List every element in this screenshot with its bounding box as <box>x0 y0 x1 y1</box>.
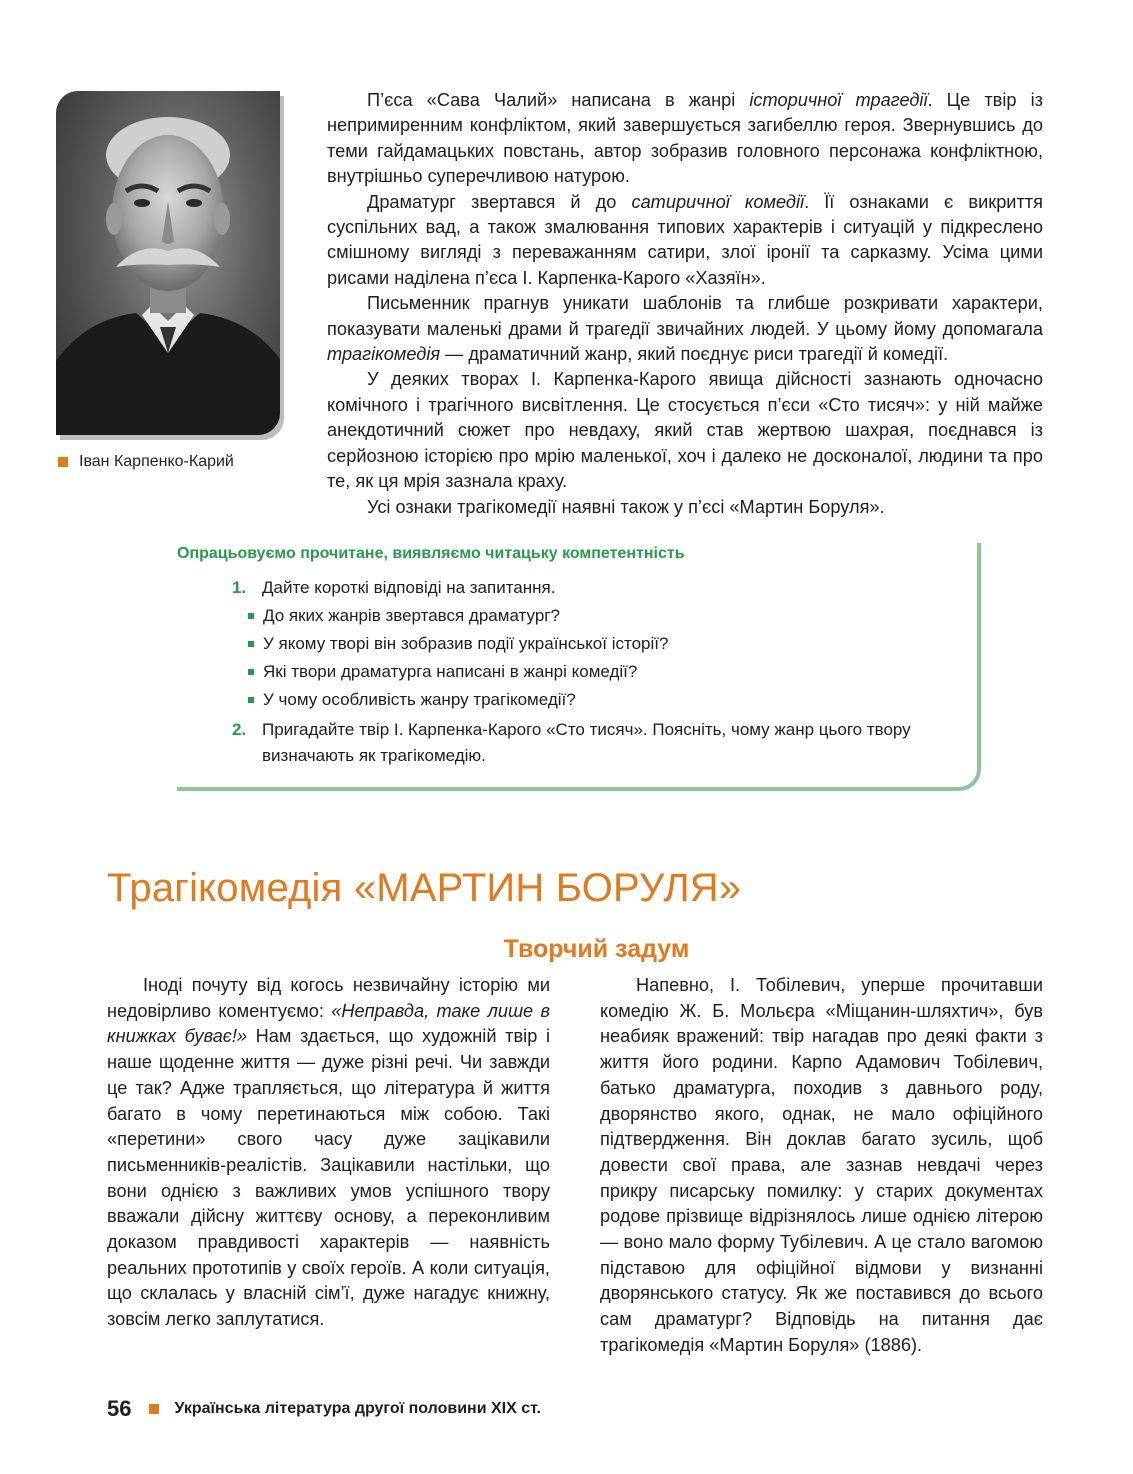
page-number: 56 <box>107 1396 132 1421</box>
text-run: — драматичний жанр, який поєднує риси трагедії й комедії. <box>440 344 949 365</box>
section-subtitle: Творчий задум <box>503 935 690 963</box>
intro-paragraph <box>327 88 1043 190</box>
intro-paragraph: У деяких творах І. Карпенка-Карого явища дійсності зазнають одночасно комічного і трагічного висвітлення. Це стосується п’єси «Сто тисяч»: у ній майже анекдотичний сюжет про невдаху, який став жертвою шахрая, поєднався із серйозною історією про мрію маленької, хоч і далеко не досконалої, людини та про те, як ця мрія зазнала краху. <box>327 369 1043 492</box>
caption-text: Іван Карпенко-Карий <box>79 453 234 470</box>
section-title: Трагікомедія «МАРТИН БОРУЛЯ» <box>107 866 742 910</box>
text-run: Нам здається, що художній твір і наше щоденне життя — дуже різні речі. Чи завжди це так? Адже трапляється, що література й життя багато в чому перетинаються між собою. Такі «перетини» свого часу дуже зацікавили письменників-реалістів. Зацікавили настільки, що вони однією з важливих умов успішного твору вважали дійсну життєву основу, а переконливим доказом правдивості характерів — наявність реальних прототипів у своїх героїв. А коли ситуація, що склалась у власній сім’ї, дуже нагадує книжну, зовсім легко заплутатися. <box>107 1026 551 1330</box>
emphasis: трагікомедія <box>327 344 441 365</box>
task-list <box>232 574 948 769</box>
emphasis: «Неправда, таке лише в книжках буває!» <box>107 1000 551 1047</box>
square-bullet-icon <box>248 669 254 675</box>
text-run: . Це твір із непримиренним конфліктом, який завершується загибеллю героя. Звернувшись до теми гайдамацьких повстань, автор зобразив головного персонажа конфліктною, внутрішньо суперечливою натурою. <box>327 90 1043 187</box>
body-paragraph <box>107 973 550 1333</box>
text-run: Письменник прагнув уникати шаблонів та глибше розкривати характери, показувати маленькі драми й трагедії звичайних людей. У цьому йому допомагала <box>327 293 1043 339</box>
portrait-caption <box>58 453 234 471</box>
task-item <box>232 716 948 769</box>
body-paragraph: Напевно, І. Тобілевич, уперше прочитавши комедію Ж. Б. Мольєра «Міщанин-шляхтич», був неабияк вражений: твір нагадав про деякі факти з життя його родини. Карпо Адамович Тобілевич, батько драматурга, походив з давнього роду, дворянство якого, однак, не мало офіційного підтвердження. Він доклав багато зусиль, щоб довести свої права, але зазнав невдачі через прикру писарську помилку: у старих документах родове прізвище відрізнялось лише однією літерою — воно мало форму Тубілевич. А це стало вагомою підставою для офіційної відмови у визнанні дворянського статусу. Як же поставився до всього сам драматург? Відповідь на питання дає трагікомедія «Мартин Боруля» (1886). <box>600 975 1043 1355</box>
text-run: Іноді почуту від когось незвичайну історію ми недовірливо коментуємо: <box>107 975 550 1021</box>
task-subitem <box>232 686 948 714</box>
square-bullet-icon <box>149 1404 159 1414</box>
task-text: Пригадайте твір І. Карпенка-Карого «Сто тисяч». Поясніть, чому жанр цього твору визначають як трагікомедію. <box>262 720 911 765</box>
page-footer <box>107 1396 541 1422</box>
task-subitem <box>232 602 948 630</box>
text-run: Драматург звертався й до <box>367 191 632 212</box>
task-subitem-text: У чому особливість жанру трагікомедії? <box>263 690 576 709</box>
task-item <box>232 574 948 602</box>
left-column <box>107 973 550 1333</box>
task-subitem <box>232 658 948 686</box>
square-bullet-icon <box>248 613 254 619</box>
task-subitem-text: У якому творі він зобразив події української історії? <box>263 634 669 653</box>
text-run: . Її ознаками є викриття суспільних вад, а також змалювання типових характерів і ситуацій у підкреслено смішному вигляді з переважанням сатири, злої іронії та сарказму. Усіма цими рисами наділена п’єса І. Карпенка-Карого «Хазяїн». <box>327 191 1043 288</box>
square-bullet-icon <box>248 697 254 703</box>
task-subitem-text: Які твори драматурга написані в жанрі комедії? <box>263 662 638 681</box>
intro-paragraph <box>327 190 1043 292</box>
task-text: Дайте короткі відповіді на запитання. <box>262 578 556 597</box>
text-run: П’єса «Сава Чалий» написана в жанрі <box>367 90 750 110</box>
intro-text <box>327 88 1043 520</box>
author-portrait <box>56 91 280 435</box>
task-title: Опрацьовуємо прочитане, виявляємо читацьку компетентність <box>177 545 685 562</box>
square-bullet-icon <box>58 457 68 467</box>
right-column <box>600 973 1043 1359</box>
task-number: 2. <box>232 720 247 739</box>
footer-running-title: Українська література другої половини XIX ст. <box>174 1400 541 1417</box>
square-bullet-icon <box>248 641 254 647</box>
task-subitem <box>232 630 948 658</box>
task-number: 1. <box>232 578 247 597</box>
emphasis: історичної трагедії <box>749 90 928 110</box>
intro-paragraph <box>327 291 1043 367</box>
emphasis: сатиричної комедії <box>631 191 805 212</box>
portrait-illustration <box>56 91 280 435</box>
intro-paragraph: Усі ознаки трагікомедії наявні також у п’єсі «Мартин Боруля». <box>367 496 885 517</box>
task-subitem-text: До яких жанрів звертався драматург? <box>263 606 560 625</box>
